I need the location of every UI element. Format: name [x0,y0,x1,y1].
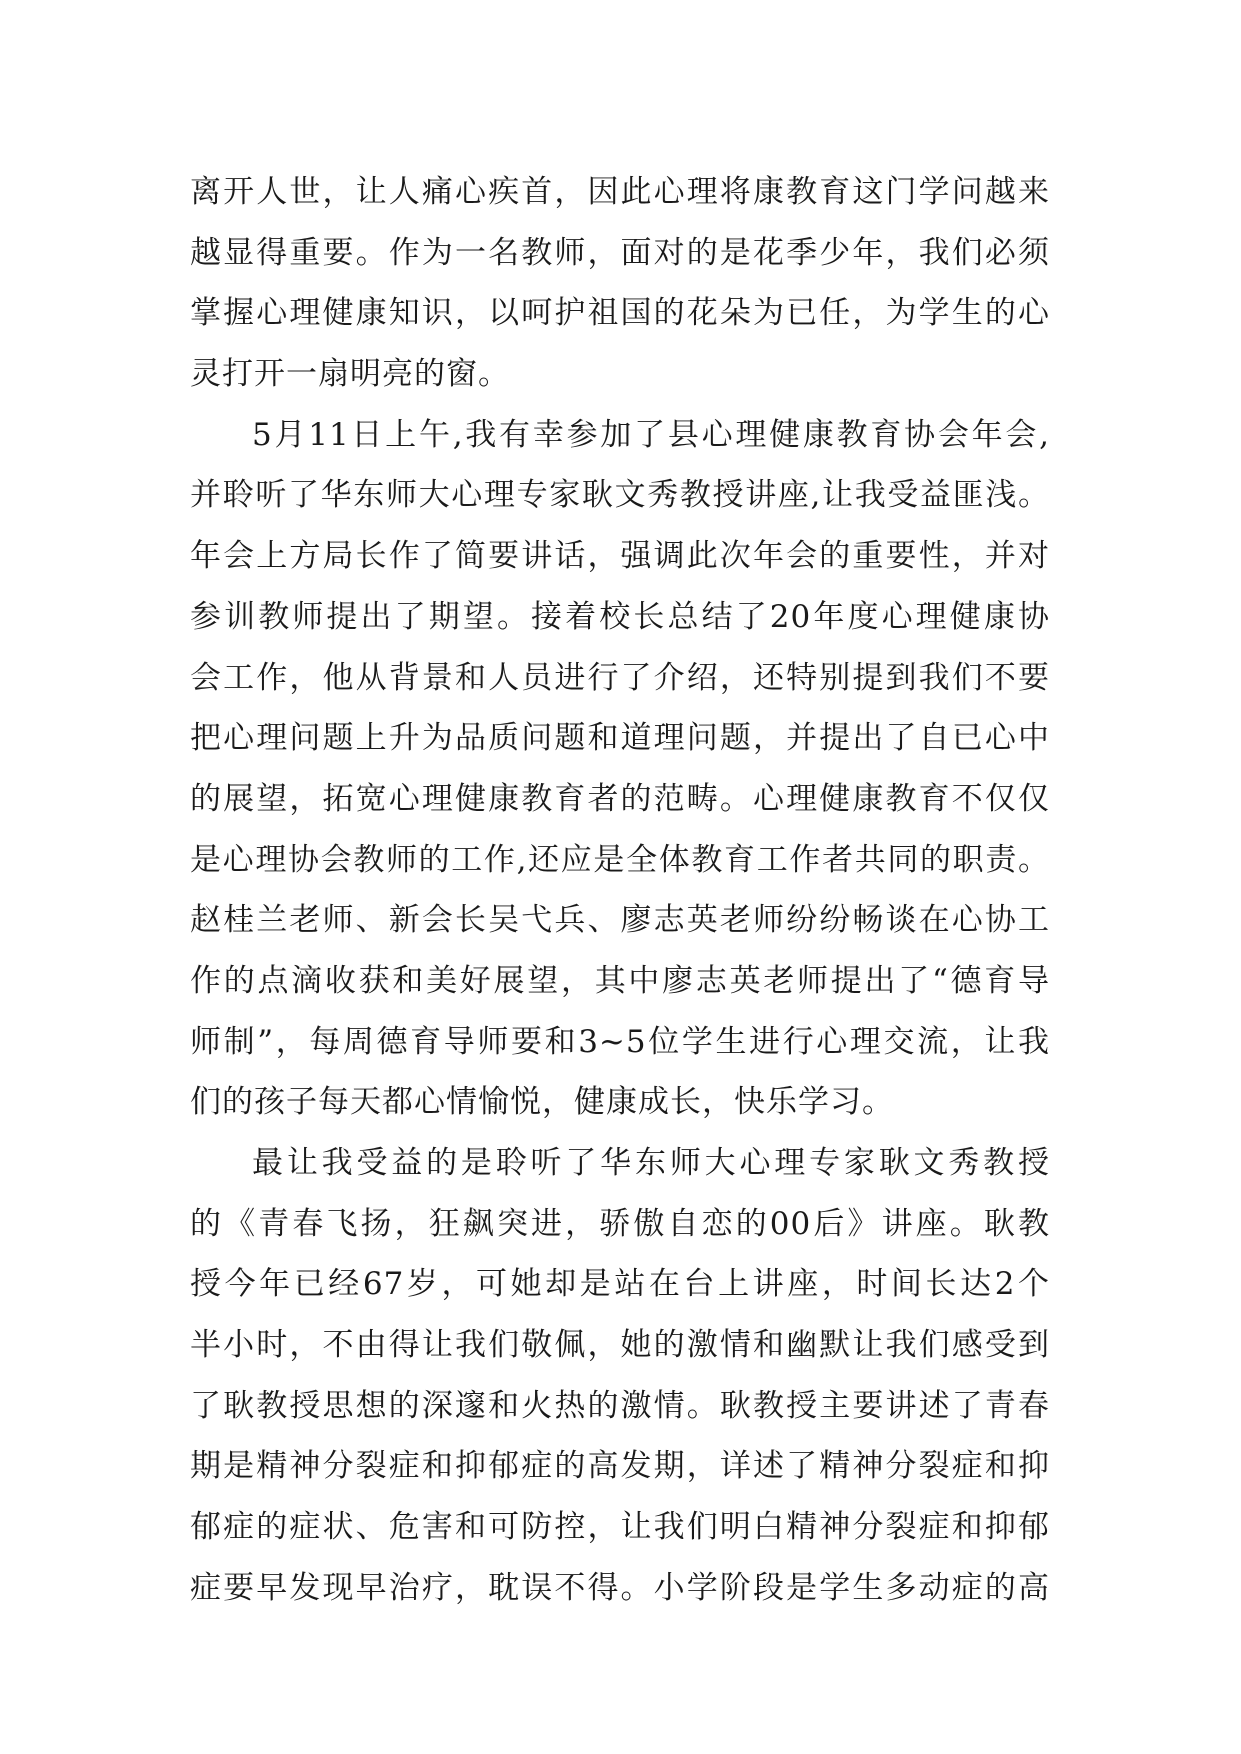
text-line: 授今年已经67岁，可她却是站在台上讲座，时间长达2个 [190,1266,1050,1303]
text-line: 掌握心理健康知识，以呵护祖国的花朵为已任，为学生的心 [190,295,1050,332]
text-line: 会工作，他从背景和人员进行了介绍，还特别提到我们不要 [190,659,1050,696]
text-line: 最让我受益的是聆听了华东师大心理专家耿文秀教授 [252,1145,1050,1181]
text-line: 把心理问题上升为品质问题和道理问题，并提出了自已心中 [190,720,1050,757]
text-line: 年会上方局长作了简要讲话，强调此次年会的重要性，并对 [190,538,1050,575]
text-line: 灵打开一扇明亮的窗。 [190,356,510,393]
text-line: 作的点滴收获和美好展望，其中廖志英老师提出了“德育导 [190,962,1050,999]
text-line: 的展望，拓宽心理健康教育者的范畴。心理健康教育不仅仅 [190,780,1050,817]
text-line: 离开人世，让人痛心疾首，因此心理将康教育这门学问越来 [190,174,1050,210]
paragraph [190,1133,1050,1619]
text-line: 了耿教授思想的深邃和火热的激情。耿教授主要讲述了青春 [190,1387,1050,1424]
paragraph [190,162,1050,405]
text-line: 半小时，不由得让我们敬佩，她的激情和幽默让我们感受到 [190,1327,1050,1364]
text-line: 并聆听了华东师大心理专家耿文秀教授讲座,让我受益匪浅。 [190,477,1050,514]
text-line: 越显得重要。作为一名教师，面对的是花季少年，我们必须 [190,234,1050,271]
text-line: 师制”，每周德育导师要和3~5位学生进行心理交流，让我 [190,1023,1050,1060]
text-line: 5月11日上午,我有幸参加了县心理健康教育协会年会, [252,416,1050,453]
text-line: 症要早发现早治疗，耽误不得。小学阶段是学生多动症的高 [190,1569,1050,1606]
text-line: 赵桂兰老师、新会长吴弋兵、廖志英老师纷纷畅谈在心协工 [190,902,1050,939]
text-line: 们的孩子每天都心情愉悦，健康成长，快乐学习。 [190,1084,894,1121]
text-line: 期是精神分裂症和抑郁症的高发期，详述了精神分裂症和抑 [190,1448,1050,1485]
text-line: 参训教师提出了期望。接着校长总结了20年度心理健康协 [190,598,1050,635]
text-line: 是心理协会教师的工作,还应是全体教育工作者共同的职责。 [190,841,1050,878]
text-line: 郁症的症状、危害和可防控，让我们明白精神分裂症和抑郁 [190,1509,1050,1546]
body-text [190,162,1050,1619]
text-line: 的《青春飞扬，狂飙突进，骄傲自恋的00后》讲座。耿教 [190,1205,1050,1242]
paragraph [190,405,1050,1133]
